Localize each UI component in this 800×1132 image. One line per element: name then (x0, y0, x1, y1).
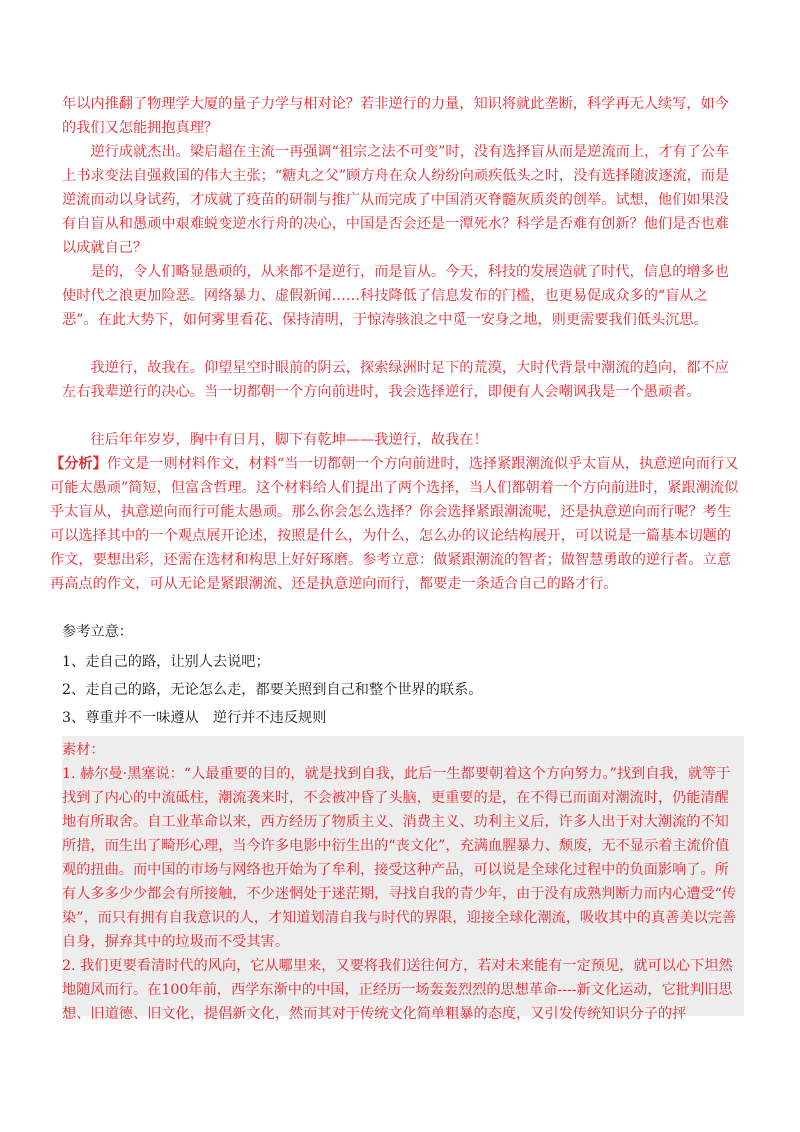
material-heading: 素材： (62, 742, 105, 758)
reference-heading: 参考立意： (62, 624, 133, 640)
essay-paragraph-3: 我逆行，故我在。仰望星空时眼前的阴云，探索绿洲时足下的荒漠，大时代背景中潮流的趋向，都不应左右我辈逆行的决心。当一切都朝一个方向前进时，我会选择逆行，即便有人会嘲讽我是一个愚顽者。 (62, 360, 729, 400)
reference-item-1: 1、走自己的路，让别人去说吧； (62, 654, 270, 670)
material-item-1: 1. 赫尔曼·黑塞说：“人最重要的目的，就是找到自我，此后一生都要朝着这个方向努力。”找到自我，就等于找到了内心的中流砥柱，潮流袭来时，不会被冲昏了头脑，更重要的是，在不得已而面对潮流时，仍能清醒地有所取舍。自工业革命以来，西方经历了物质主义、消费主义、功利主义后，许多人出于对大潮流的不知所措，而生出了畸形心理，当今许多电影中衍生出的“丧文化”，充满血腥暴力、颓废，无不显示着主流价值观的扭曲。而中国的市场与网络也开始为了牟利，接受这种产品，可以说是全球化过程中的负面影响了。所有人多多少少都会有所接触，不少迷惘处于迷茫期，寻找自我的青少年，由于没有成熟判断力而内心遭受“传染”，而只有拥有自我意识的人，才知道划清自我与时代的界限，迎接全球化潮流，吸收其中的真善美以完善自身，摒弃其中的垃圾而不受其害。 (62, 766, 737, 950)
essay-paragraph-4: 往后年年岁岁，胸中有日月，脚下有乾坤——我逆行，故我在！ (90, 432, 488, 448)
essay-paragraph-1: 逆行成就杰出。梁启超在主流一再强调“祖宗之法不可变”时，没有选择盲从而是逆流而上，才有了公车上书求变法自强救国的伟大主张；“糖丸之父”顾方舟在众人纷纷向顽疾低头之时，没有选择随波逐流，而是逆流而动以身试药，才成就了疫苗的研制与推广从而完成了中国消灭脊髓灰质炎的创举。试想，他们如果没有自盲从和愚顽中艰难蜕变逆水行舟的决心，中国是否会还是一潭死水？科学是否难有创新？他们是否也难以成就自己？ (62, 144, 730, 256)
analysis-tag: 【分析】 (50, 456, 107, 472)
reference-item-2: 2、走自己的路，无论怎么走，都要关照到自己和整个世界的联系。 (62, 682, 483, 698)
essay-paragraph-2: 是的，令人们略显愚顽的，从来都不是逆行，而是盲从。今天，科技的发展造就了时代，信息的增多也使时代之浪更加险恶。网络暴力、虚假新闻……科技降低了信息发布的门槛，也更易促成众多的“盲从之恶”。在此大势下，如何雾里看花、保持清明，于惊涛骇浪之中觅一安身之地，则更需要我们低头沉思。 (62, 264, 729, 328)
analysis-text: 作文是一则材料作文，材料“当一切都朝一个方向前进时，选择紧跟潮流似乎太盲从，执意逆向而行又可能太愚顽”简短，但富含哲理。这个材料给人们提出了两个选择，当人们都朝着一个方向前进时，紧跟潮流似乎太盲从，执意逆向而行可能太愚顽。那么你会怎么选择？你会选择紧跟潮流呢，还是执意逆向而行呢？考生可以选择其中的一个观点展开论述，按照是什么，为什么，怎么办的议论结构展开，可以说是一篇基本切题的作文，要想出彩，还需在选材和构思上好好琢磨。参考立意：做紧跟潮流的智者；做智慧勇敢的逆行者。立意再高点的作文，可从无论是紧跟潮流、还是执意逆向而行，都要走一条适合自己的路才行。 (50, 456, 739, 592)
material-item-2: 2. 我们更要看清时代的风向，它从哪里来，又要将我们送往何方，若对未来能有一定预见，就可以心下坦然地随风而行。在100年前，西学东渐中的中国，正经历一场轰轰烈烈的思想革命----新文化运动，它批判旧思想、旧道德、旧文化，提倡新文化，然而其对于传统文化简单粗暴的态度，又引发传统知识分子的抨 (62, 958, 733, 1022)
reference-item-3: 3、尊重并不一味遵从 逆行并不违反规则 (62, 710, 327, 726)
analysis-paragraph (50, 452, 740, 596)
essay-paragraph-0: 年以内推翻了物理学大厦的量子力学与相对论？若非逆行的力量，知识将就此垄断，科学再无人续写，如今的我们又怎能拥抱真理？ (62, 96, 729, 136)
